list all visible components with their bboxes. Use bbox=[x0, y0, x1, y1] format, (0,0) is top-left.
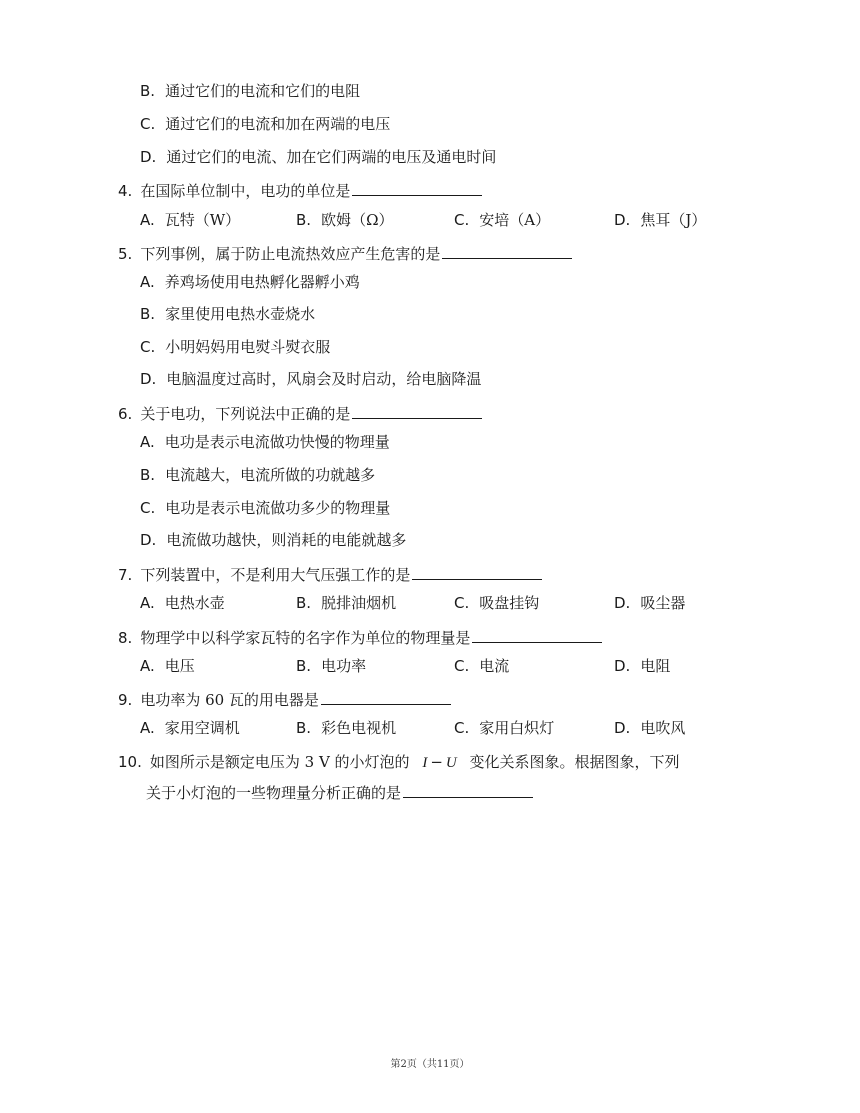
option-label: C. bbox=[140, 115, 156, 133]
option-text: 电功率 bbox=[321, 657, 367, 675]
question-text: 下列事例，属于防止电流热效应产生危害的是 bbox=[140, 245, 441, 263]
q4-stem bbox=[118, 180, 482, 201]
option-label: A. bbox=[140, 273, 155, 291]
answer-blank bbox=[321, 689, 451, 705]
q8-option-b bbox=[296, 656, 366, 676]
option-label: D. bbox=[140, 370, 157, 388]
option-label: B. bbox=[296, 657, 312, 675]
option-label: B. bbox=[296, 719, 312, 737]
variable-i: I bbox=[422, 755, 428, 771]
q7-option-a bbox=[140, 593, 225, 613]
question-text: 如图所示是额定电压为 3 V 的小灯泡的 bbox=[149, 753, 410, 771]
q9-option-b bbox=[296, 718, 396, 738]
option-text: 脱排油烟机 bbox=[321, 594, 397, 612]
q7-option-b bbox=[296, 593, 396, 613]
q6-option-a bbox=[140, 432, 390, 452]
q3-option-d bbox=[140, 147, 496, 167]
option-text: 电脑温度过高时，风扇会及时启动，给电脑降温 bbox=[166, 370, 482, 388]
option-text: 家用白炽灯 bbox=[479, 719, 555, 737]
q8-option-a bbox=[140, 656, 195, 676]
option-text: 通过它们的电流、加在它们两端的电压及通电时间 bbox=[166, 148, 497, 166]
answer-blank bbox=[472, 627, 602, 643]
option-label: A. bbox=[140, 719, 155, 737]
option-text: 吸尘器 bbox=[640, 594, 686, 612]
q4-option-a bbox=[140, 210, 240, 230]
option-label: B. bbox=[296, 594, 312, 612]
page-footer: 第2页（共11页） bbox=[390, 1059, 470, 1070]
q3-option-b bbox=[140, 81, 360, 101]
question-number: 9. bbox=[118, 691, 133, 709]
q9-option-d bbox=[614, 718, 685, 738]
q4-option-c bbox=[454, 210, 550, 230]
option-text: 欧姆（Ω） bbox=[321, 211, 394, 229]
q6-stem bbox=[118, 403, 482, 424]
question-text: 下列装置中，不是利用大气压强工作的是 bbox=[140, 566, 411, 584]
option-text: 电流 bbox=[479, 657, 510, 675]
question-number: 10. bbox=[118, 753, 142, 771]
option-label: B. bbox=[296, 211, 312, 229]
q4-option-d bbox=[614, 210, 706, 230]
option-label: C. bbox=[454, 594, 470, 612]
option-text: 家用空调机 bbox=[164, 719, 240, 737]
answer-blank bbox=[352, 403, 482, 419]
q5-option-a bbox=[140, 272, 360, 292]
option-text: 电吹风 bbox=[640, 719, 686, 737]
option-label: B. bbox=[140, 305, 156, 323]
option-text: 电流越大，电流所做的功就越多 bbox=[165, 466, 376, 484]
option-text: 电热水壶 bbox=[164, 594, 225, 612]
option-text: 通过它们的电流和加在两端的电压 bbox=[165, 115, 391, 133]
answer-blank bbox=[403, 782, 533, 798]
q4-option-b bbox=[296, 210, 394, 230]
minus-sign: − bbox=[430, 753, 443, 771]
question-number: 5. bbox=[118, 245, 133, 263]
answer-blank bbox=[442, 243, 572, 259]
question-text: 在国际单位制中，电功的单位是 bbox=[140, 182, 351, 200]
option-label: C. bbox=[140, 338, 156, 356]
variable-u: U bbox=[445, 755, 457, 771]
option-text: 养鸡场使用电热孵化器孵小鸡 bbox=[164, 273, 360, 291]
q7-option-d bbox=[614, 593, 685, 613]
option-text: 安培（A） bbox=[479, 211, 551, 229]
option-label: A. bbox=[140, 594, 155, 612]
option-label: C. bbox=[454, 657, 470, 675]
q10-stem-line1 bbox=[118, 752, 680, 773]
question-text-cont: 关于小灯泡的一些物理量分析正确的是 bbox=[146, 784, 402, 802]
q8-option-d bbox=[614, 656, 670, 676]
q9-stem bbox=[118, 689, 451, 710]
q5-stem bbox=[118, 243, 572, 264]
option-label: C. bbox=[454, 211, 470, 229]
question-number: 8. bbox=[118, 629, 133, 647]
q5-option-b bbox=[140, 304, 315, 324]
option-text: 电功是表示电流做功快慢的物理量 bbox=[164, 433, 390, 451]
option-label: A. bbox=[140, 211, 155, 229]
q6-option-d bbox=[140, 530, 406, 550]
q5-option-d bbox=[140, 369, 481, 389]
question-number: 7. bbox=[118, 566, 133, 584]
question-text: 物理学中以科学家瓦特的名字作为单位的物理量是 bbox=[140, 629, 471, 647]
q10-stem-line2 bbox=[146, 782, 533, 803]
option-label: D. bbox=[140, 531, 157, 549]
option-text: 瓦特（W） bbox=[164, 211, 241, 229]
q8-stem bbox=[118, 627, 602, 648]
option-text: 电阻 bbox=[640, 657, 671, 675]
option-text: 吸盘挂钩 bbox=[479, 594, 540, 612]
option-label: D. bbox=[614, 211, 631, 229]
option-text: 彩色电视机 bbox=[321, 719, 397, 737]
q7-stem bbox=[118, 564, 542, 585]
q6-option-c bbox=[140, 498, 390, 518]
question-number: 4. bbox=[118, 182, 133, 200]
option-label: B. bbox=[140, 82, 156, 100]
option-label: D. bbox=[140, 148, 157, 166]
option-text: 电压 bbox=[164, 657, 195, 675]
option-text: 电流做功越快，则消耗的电能就越多 bbox=[166, 531, 407, 549]
question-text: 关于电功，下列说法中正确的是 bbox=[140, 405, 351, 423]
option-label: C. bbox=[140, 499, 156, 517]
q7-option-c bbox=[454, 593, 539, 613]
question-number: 6. bbox=[118, 405, 133, 423]
option-label: D. bbox=[614, 657, 631, 675]
question-text: 电功率为 60 瓦的用电器是 bbox=[140, 691, 319, 709]
q3-option-c bbox=[140, 114, 390, 134]
option-text: 家里使用电热水壶烧水 bbox=[165, 305, 316, 323]
answer-blank bbox=[412, 564, 542, 580]
option-label: B. bbox=[140, 466, 156, 484]
option-label: A. bbox=[140, 657, 155, 675]
option-label: C. bbox=[454, 719, 470, 737]
q9-option-c bbox=[454, 718, 554, 738]
q9-option-a bbox=[140, 718, 240, 738]
option-text: 焦耳（J） bbox=[640, 211, 707, 229]
option-label: A. bbox=[140, 433, 155, 451]
q5-option-c bbox=[140, 337, 330, 357]
question-text-cont: 变化关系图象。根据图象，下列 bbox=[469, 753, 680, 771]
option-label: D. bbox=[614, 594, 631, 612]
option-text: 通过它们的电流和它们的电阻 bbox=[165, 82, 361, 100]
q6-option-b bbox=[140, 465, 375, 485]
option-text: 小明妈妈用电熨斗熨衣服 bbox=[165, 338, 331, 356]
option-label: D. bbox=[614, 719, 631, 737]
option-text: 电功是表示电流做功多少的物理量 bbox=[165, 499, 391, 517]
answer-blank bbox=[352, 180, 482, 196]
q8-option-c bbox=[454, 656, 509, 676]
